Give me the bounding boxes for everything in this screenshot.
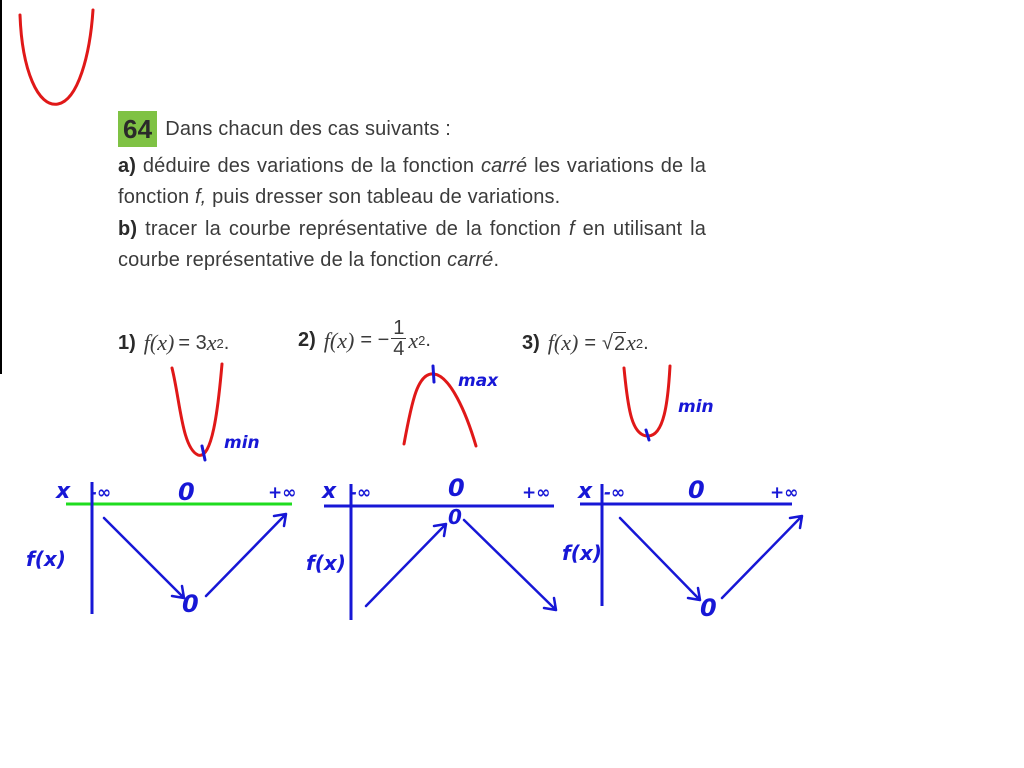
part-b-text-2: f xyxy=(568,218,575,240)
formula-3-sqrt xyxy=(602,332,626,355)
exercise-intro: Dans chacun des cas suivants : xyxy=(165,118,451,140)
formula-3-exp: 2 xyxy=(635,335,644,351)
table-3-arrow-down xyxy=(620,518,700,600)
formula-2 xyxy=(298,317,431,361)
min-label-3: min xyxy=(678,397,714,417)
formula-2-frac-den: 4 xyxy=(393,338,405,360)
red-curve-2 xyxy=(404,374,476,446)
min-point-mark-1 xyxy=(202,446,205,460)
formula-1 xyxy=(118,330,229,356)
left-border-line xyxy=(0,0,2,374)
part-a-text-4: f, xyxy=(194,186,207,208)
formula-2-exp: 2 xyxy=(418,333,426,348)
part-a-paragraph xyxy=(118,151,706,213)
part-b-text-4: carré xyxy=(447,249,494,271)
exercise-number-badge: 64 xyxy=(118,111,157,147)
part-b-text-5: . xyxy=(493,249,500,271)
table-1-value: 0 xyxy=(182,590,199,618)
part-a-text-1: déduire des variations de la fonction xyxy=(142,155,475,177)
table-1-minus-inf: -∞ xyxy=(90,483,112,503)
formula-1-end: . xyxy=(223,331,230,354)
table-1-fx-label: f(x) xyxy=(26,547,66,571)
formula-2-frac-num: 1 xyxy=(393,317,405,339)
formula-3-radicand: 2 xyxy=(614,332,626,355)
table-2-x-label: x xyxy=(322,479,337,504)
exercise-header xyxy=(118,108,706,150)
formula-3-number: 3) xyxy=(522,331,540,354)
formula-2-number: 2) xyxy=(298,329,316,351)
formula-3-eq: = xyxy=(584,331,597,354)
table-1-arrow-up xyxy=(206,514,286,596)
table-3-value: 0 xyxy=(700,594,717,622)
formula-2-lhs: f(x) xyxy=(323,327,355,353)
formula-2-end: . xyxy=(425,329,431,351)
part-a-label: a) xyxy=(118,155,137,177)
table-1-plus-inf: +∞ xyxy=(268,483,297,503)
table-1-x-label: x xyxy=(56,479,71,504)
min-point-mark-3 xyxy=(646,430,649,440)
min-label-1: min xyxy=(224,433,260,453)
table-3-minus-inf: -∞ xyxy=(604,483,626,503)
table-2-arrow-down xyxy=(464,520,556,610)
variation-table-3 xyxy=(562,476,802,622)
formula-3-end: . xyxy=(643,331,649,354)
max-label-2: max xyxy=(458,371,499,391)
table-2-fx-label: f(x) xyxy=(306,551,346,575)
formula-3 xyxy=(522,330,649,356)
part-b-text-1: tracer la courbe représentative de la fonction xyxy=(145,218,562,240)
table-1-arrow-down xyxy=(104,518,184,598)
table-3-arrow-up xyxy=(722,516,802,598)
part-a-text-3: les variations de la fonction xyxy=(118,155,706,208)
formula-1-eq: = 3 xyxy=(178,331,207,354)
part-b-text-3: en utilisant la courbe représentative de la fonction xyxy=(118,218,706,271)
formula-1-var: x xyxy=(206,330,217,355)
formula-1-exp: 2 xyxy=(216,335,224,351)
table-2-arrow-up xyxy=(366,524,446,606)
table-3-plus-inf: +∞ xyxy=(770,483,799,503)
formula-row xyxy=(118,318,708,378)
formula-2-var: x xyxy=(408,327,419,353)
formula-2-fraction xyxy=(391,318,406,359)
exercise-block xyxy=(118,108,706,276)
table-3-x-label: x xyxy=(578,479,593,504)
table-3-zero: 0 xyxy=(688,476,705,504)
formula-3-var: x xyxy=(626,330,636,355)
red-parabola-top-left xyxy=(20,10,93,104)
table-3-fx-label: f(x) xyxy=(562,541,602,565)
table-2-value: 0 xyxy=(448,505,462,529)
variation-table-1 xyxy=(26,478,296,618)
table-2-minus-inf: -∞ xyxy=(350,483,372,503)
part-b-label: b) xyxy=(118,218,138,240)
part-a-text-2: carré xyxy=(480,155,528,177)
table-1-zero: 0 xyxy=(178,478,195,506)
part-b-paragraph xyxy=(118,214,706,276)
formula-1-number: 1) xyxy=(118,331,136,354)
part-a-text-5: puis dresser son tableau de variations. xyxy=(212,186,561,208)
table-2-plus-inf: +∞ xyxy=(522,483,551,503)
formula-3-lhs: f(x) xyxy=(547,330,579,355)
table-2-zero: 0 xyxy=(448,474,465,502)
formula-1-lhs: f(x) xyxy=(143,330,175,355)
variation-table-2 xyxy=(306,474,556,620)
formula-2-eq: = − xyxy=(360,329,390,351)
sqrt-symbol-icon: √ xyxy=(602,331,613,354)
